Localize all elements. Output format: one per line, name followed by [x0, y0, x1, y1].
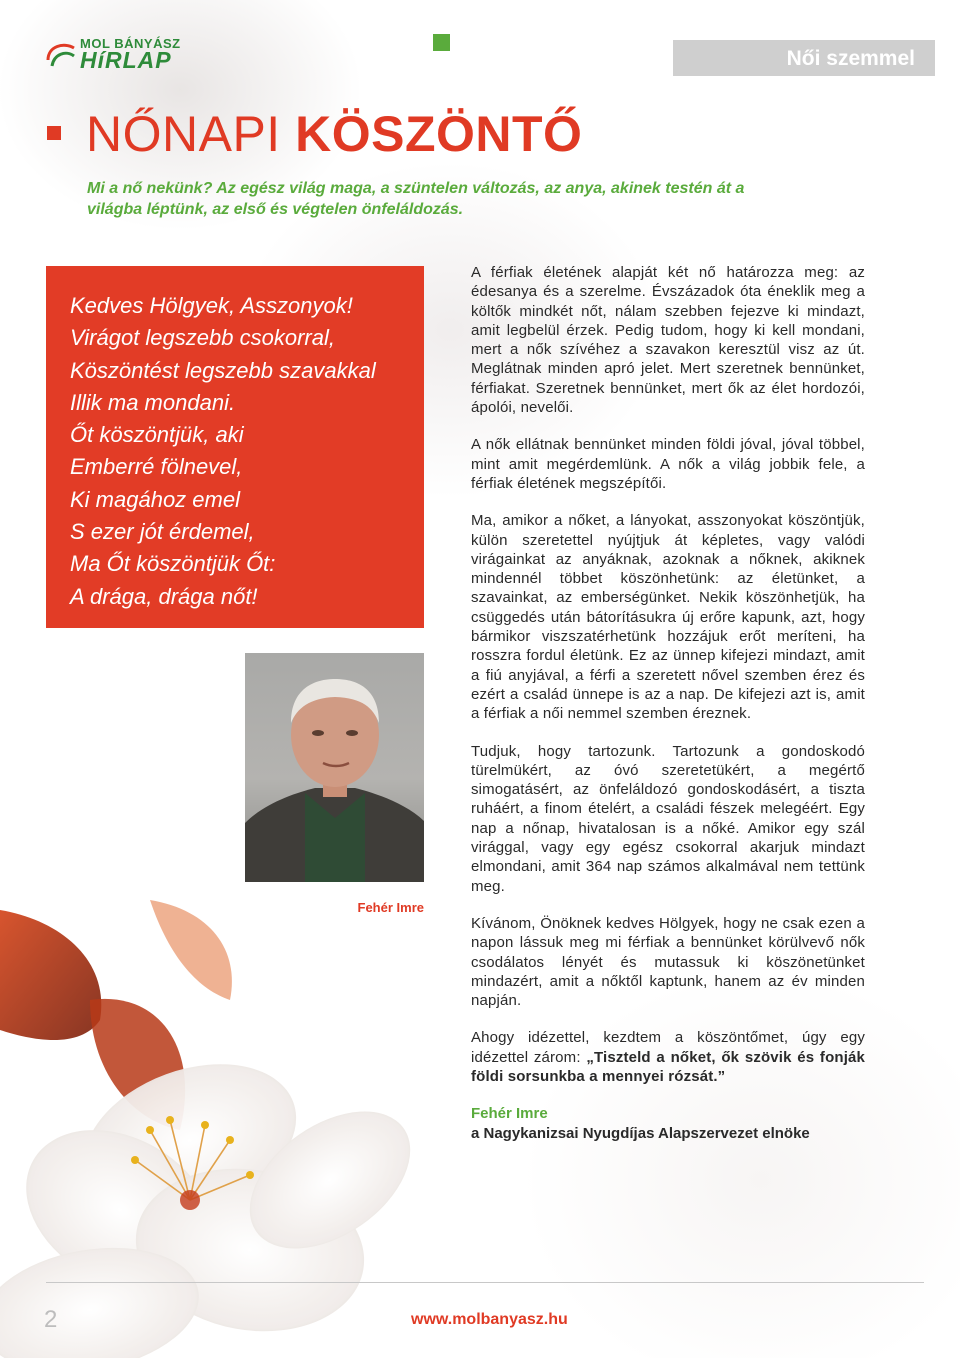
logo-swirl-icon	[44, 38, 78, 70]
signature-role: a Nagykanizsai Nyugdíjas Alapszervezet elnöke	[471, 1125, 810, 1143]
article-title	[86, 104, 582, 164]
portrait-illustration	[245, 653, 424, 882]
logo-text-bottom: HíRLAP	[80, 47, 172, 73]
poem-line: Kedves Hölgyek, Asszonyok!	[70, 293, 353, 318]
title-bullet	[47, 126, 61, 140]
title-light-part: NŐNAPI	[86, 106, 281, 162]
page-number: 2	[44, 1306, 58, 1333]
author-photo	[245, 653, 424, 882]
logo-text-top: MOL BÁNYÁSZ	[80, 36, 181, 51]
green-square-marker	[433, 34, 450, 51]
closing-quote: „Tiszteld a nőket, ők szövik és fonják földi sorsunkba a mennyei rózsát.”	[471, 1048, 865, 1085]
article-body	[471, 263, 865, 1144]
article-paragraph: Ma, amikor a nőket, a lányokat, asszonyokat köszöntjük, külön szeretettel nyújtjuk át képletes, vagy valódi virágainkat az anyáknak, azoknak a nőknek, akiknek mindennél többet köszönhetünk: az életünket, a szavainkat, az emberségünket. Nekik köszönhetjük, ha csüggedés után bátorításukra új erőre kapunk, azt, hogy bármikor viszszatérhetünk hozzájuk erőt meríteni, ha rosszra fordul életünk. Ez az ünnep kifejezi mindazt, amit a fiú anyjával, a férfi a szeretett nővel szemben érez és ezért a család ünnepe is az a nap. De kifejezi azt is, amit a férfiak a női nemmel szemben éreznek.	[471, 512, 865, 723]
poem-line: Köszöntést legszebb szavakkal	[70, 357, 376, 383]
poem-line: Illik ma mondani.	[70, 389, 236, 415]
poem-box	[46, 266, 424, 628]
poem-line: A drága, drága nőt!	[70, 583, 258, 609]
closing-intro: Ahogy idézettel, kezdtem a köszöntőmet, úgy egy idézettel zárom:	[471, 1029, 865, 1066]
poem-line: Ma Őt köszöntjük Őt:	[70, 551, 276, 577]
poem-line: Őt köszöntjük, aki	[70, 422, 244, 448]
article-paragraph: A nők ellátnak bennünket minden földi jóval, jóval többel, mint amit megérdemlünk. A nők a világ jobbik fele, a férfiak életének megszépítői.	[471, 436, 865, 492]
footer-divider	[46, 1282, 924, 1283]
photo-caption: Fehér Imre	[357, 900, 424, 915]
article-paragraph: Kívánom, Önöknek kedves Hölgyek, hogy ne csak ezen a napon lássuk meg mi férfiak a bennünket körülvevő nők csodálatos lényét és mutassuk ki köszönetünket mindazért, amit a nőktől kaptunk, hanem az év minden napján.	[471, 914, 865, 1010]
poem-line: Emberré fölnevel,	[70, 454, 243, 480]
article-paragraph: A férfiak életének alapját két nő határozza meg: az édesanya és a szerelme. Évszázadok óta éneklik meg a költők mindkét nőt, nálam szebben fejezve ki mindazt, amit legbelül érzek. Pedig tudom, hogy ki kell mondani, mert a nők szívéhez a szavakon keresztül visz az út. Meglátnak minden apró jelet. Mert szeretnek bennünket, férfiakat. Szeretnek bennünket, mert ők az élet hordozói, ápolói, nevelői.	[471, 264, 865, 417]
section-tab: Női szemmel	[673, 40, 935, 76]
poem-line: S ezer jót érdemel,	[70, 519, 255, 545]
website-link[interactable]: www.molbanyasz.hu	[411, 1311, 568, 1328]
publication-logo	[44, 36, 184, 72]
poem-line: Virágot legszebb csokorral,	[70, 325, 335, 351]
closing-paragraph	[471, 1028, 865, 1086]
title-bold-part: KÖSZÖNTŐ	[295, 106, 583, 162]
poem-line: Ki magához emel	[70, 486, 240, 512]
signature-name: Fehér Imre	[471, 1105, 548, 1123]
article-paragraph: Tudjuk, hogy tartozunk. Tartozunk a gondoskodó türelmükért, az óvó szeretetükért, a megértő simogatásért, az önfeláldozó gondoskodásért, a tiszta ruháért, a finom ételért, a családi fészek melegéért. Egy nap a nőnap, hivatalosan is a nőké. Amikor egy szál virággal, vagy egy egész csokorral akarjuk mindazt elmondani, amit 364 nap számos alkalmával nem tettünk meg.	[471, 742, 865, 895]
article-lead: Mi a nő nekünk? Az egész világ maga, a szüntelen változás, az anya, akinek testén át a világba léptünk, az első és végtelen önfeláldozás.	[87, 180, 745, 218]
flower-decoration	[0, 880, 480, 1358]
